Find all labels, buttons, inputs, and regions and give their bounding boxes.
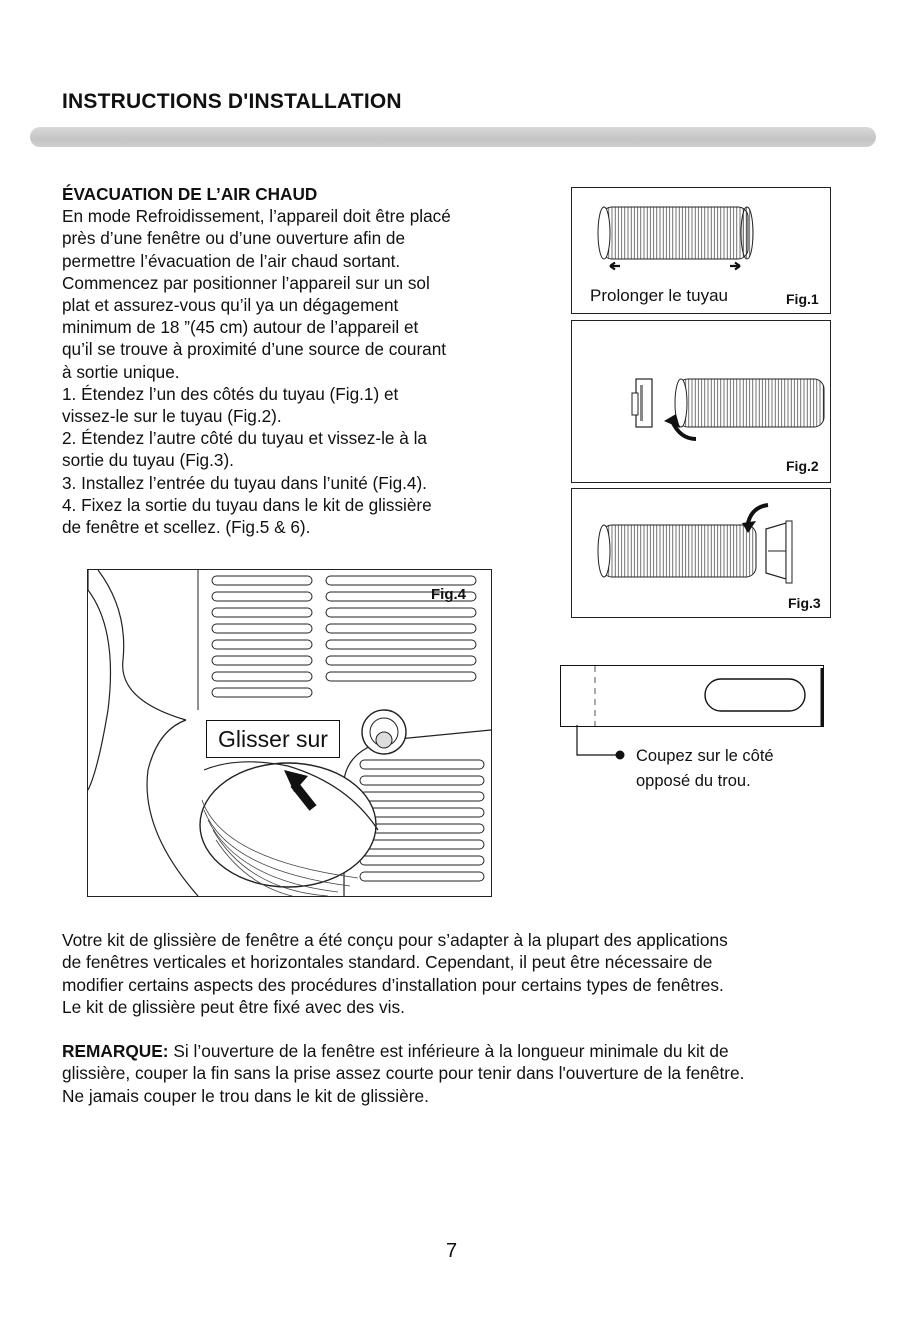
text-line: modifier certains aspects des procédures d’installation pour certains types de fenêtres.	[62, 974, 724, 995]
kit-description-paragraph	[62, 929, 892, 1018]
bottom-text	[62, 929, 892, 1129]
text-line: près d’une fenêtre ou d’une ouverture afin de	[62, 228, 406, 249]
text-line: qu’il se trouve à proximité d’une source de courant	[62, 339, 447, 360]
figure-4	[87, 569, 492, 897]
text-line: Votre kit de glissière de fenêtre a été conçu pour s’adapter à la plupart des applications	[62, 930, 728, 950]
text-line: Si l’ouverture de la fenêtre est inférieure à la longueur minimale du kit de	[168, 1041, 729, 1062]
figure-2	[571, 320, 831, 483]
fig4-label: Fig.4	[431, 586, 467, 603]
text-line: glissière, couper la fin sans la prise assez courte pour tenir dans l'ouverture de la fenêtre.	[62, 1063, 745, 1084]
cut-note-leader	[574, 725, 634, 761]
text-line: En mode Refroidissement, l’appareil doit être placé	[62, 206, 451, 227]
figure-1	[571, 187, 831, 314]
step-line: 3. Installez l’entrée du tuyau dans l’unité (Fig.4).	[62, 472, 427, 493]
cut-note-line: Coupez sur le côté	[636, 747, 774, 765]
slider-hole	[705, 679, 805, 711]
step-line: vissez-le sur le tuyau (Fig.2).	[62, 406, 282, 427]
fig1-caption: Prolonger le tuyau	[590, 286, 728, 305]
bullet-dot-icon	[616, 751, 625, 760]
instructions-text	[62, 183, 542, 538]
text-line: Commencez par positionner l’appareil sur un sol	[62, 272, 430, 293]
text-line: permettre l’évacuation de l’air chaud sortant.	[62, 250, 401, 271]
header-divider-bar	[30, 127, 876, 147]
arrow-left-icon	[610, 263, 620, 270]
step-line: 1. Étendez l’un des côtés du tuyau (Fig.1) et	[62, 383, 399, 404]
remark-paragraph	[62, 1040, 892, 1107]
cut-note	[636, 744, 774, 794]
step-line: sortie du tuyau (Fig.3).	[62, 450, 234, 471]
text-line: plat et assurez-vous qu’il ya un dégagement	[62, 295, 399, 316]
figure-3	[571, 488, 831, 618]
text-line: à sortie unique.	[62, 361, 180, 382]
text-line: Ne jamais couper le trou dans le kit de glissière.	[62, 1085, 429, 1106]
remark-label: REMARQUE:	[62, 1041, 169, 1062]
rotate-arrow-icon	[748, 505, 768, 523]
fig2-label: Fig.2	[786, 458, 819, 474]
window-slider-kit-panel	[560, 665, 824, 727]
fig1-label: Fig.1	[786, 291, 819, 307]
text-line: de fenêtres verticales et horizontales standard. Cependant, il peut être nécessaire de	[62, 952, 713, 973]
slider-kit-drawing	[561, 666, 823, 726]
step-line: 4. Fixez la sortie du tuyau dans le kit de glissière	[62, 494, 432, 515]
text-line: Le kit de glissière peut être fixé avec des vis.	[62, 996, 405, 1017]
text-line: minimum de 18 ”(45 cm) autour de l’appareil et	[62, 317, 419, 338]
page-number: 7	[446, 1240, 458, 1262]
fig3-label: Fig.3	[788, 595, 821, 611]
step-line: 2. Étendez l’autre côté du tuyau et vissez-le à la	[62, 428, 427, 449]
step-line: de fenêtre et scellez. (Fig.5 & 6).	[62, 517, 311, 538]
arrow-right-icon	[730, 263, 740, 270]
section-title: ÉVACUATION DE L’AIR CHAUD	[62, 184, 318, 204]
slide-on-callout: Glisser sur	[206, 720, 340, 758]
cut-note-line: opposé du trou.	[636, 772, 751, 790]
page-title: INSTRUCTIONS D'INSTALLATION	[62, 90, 402, 113]
